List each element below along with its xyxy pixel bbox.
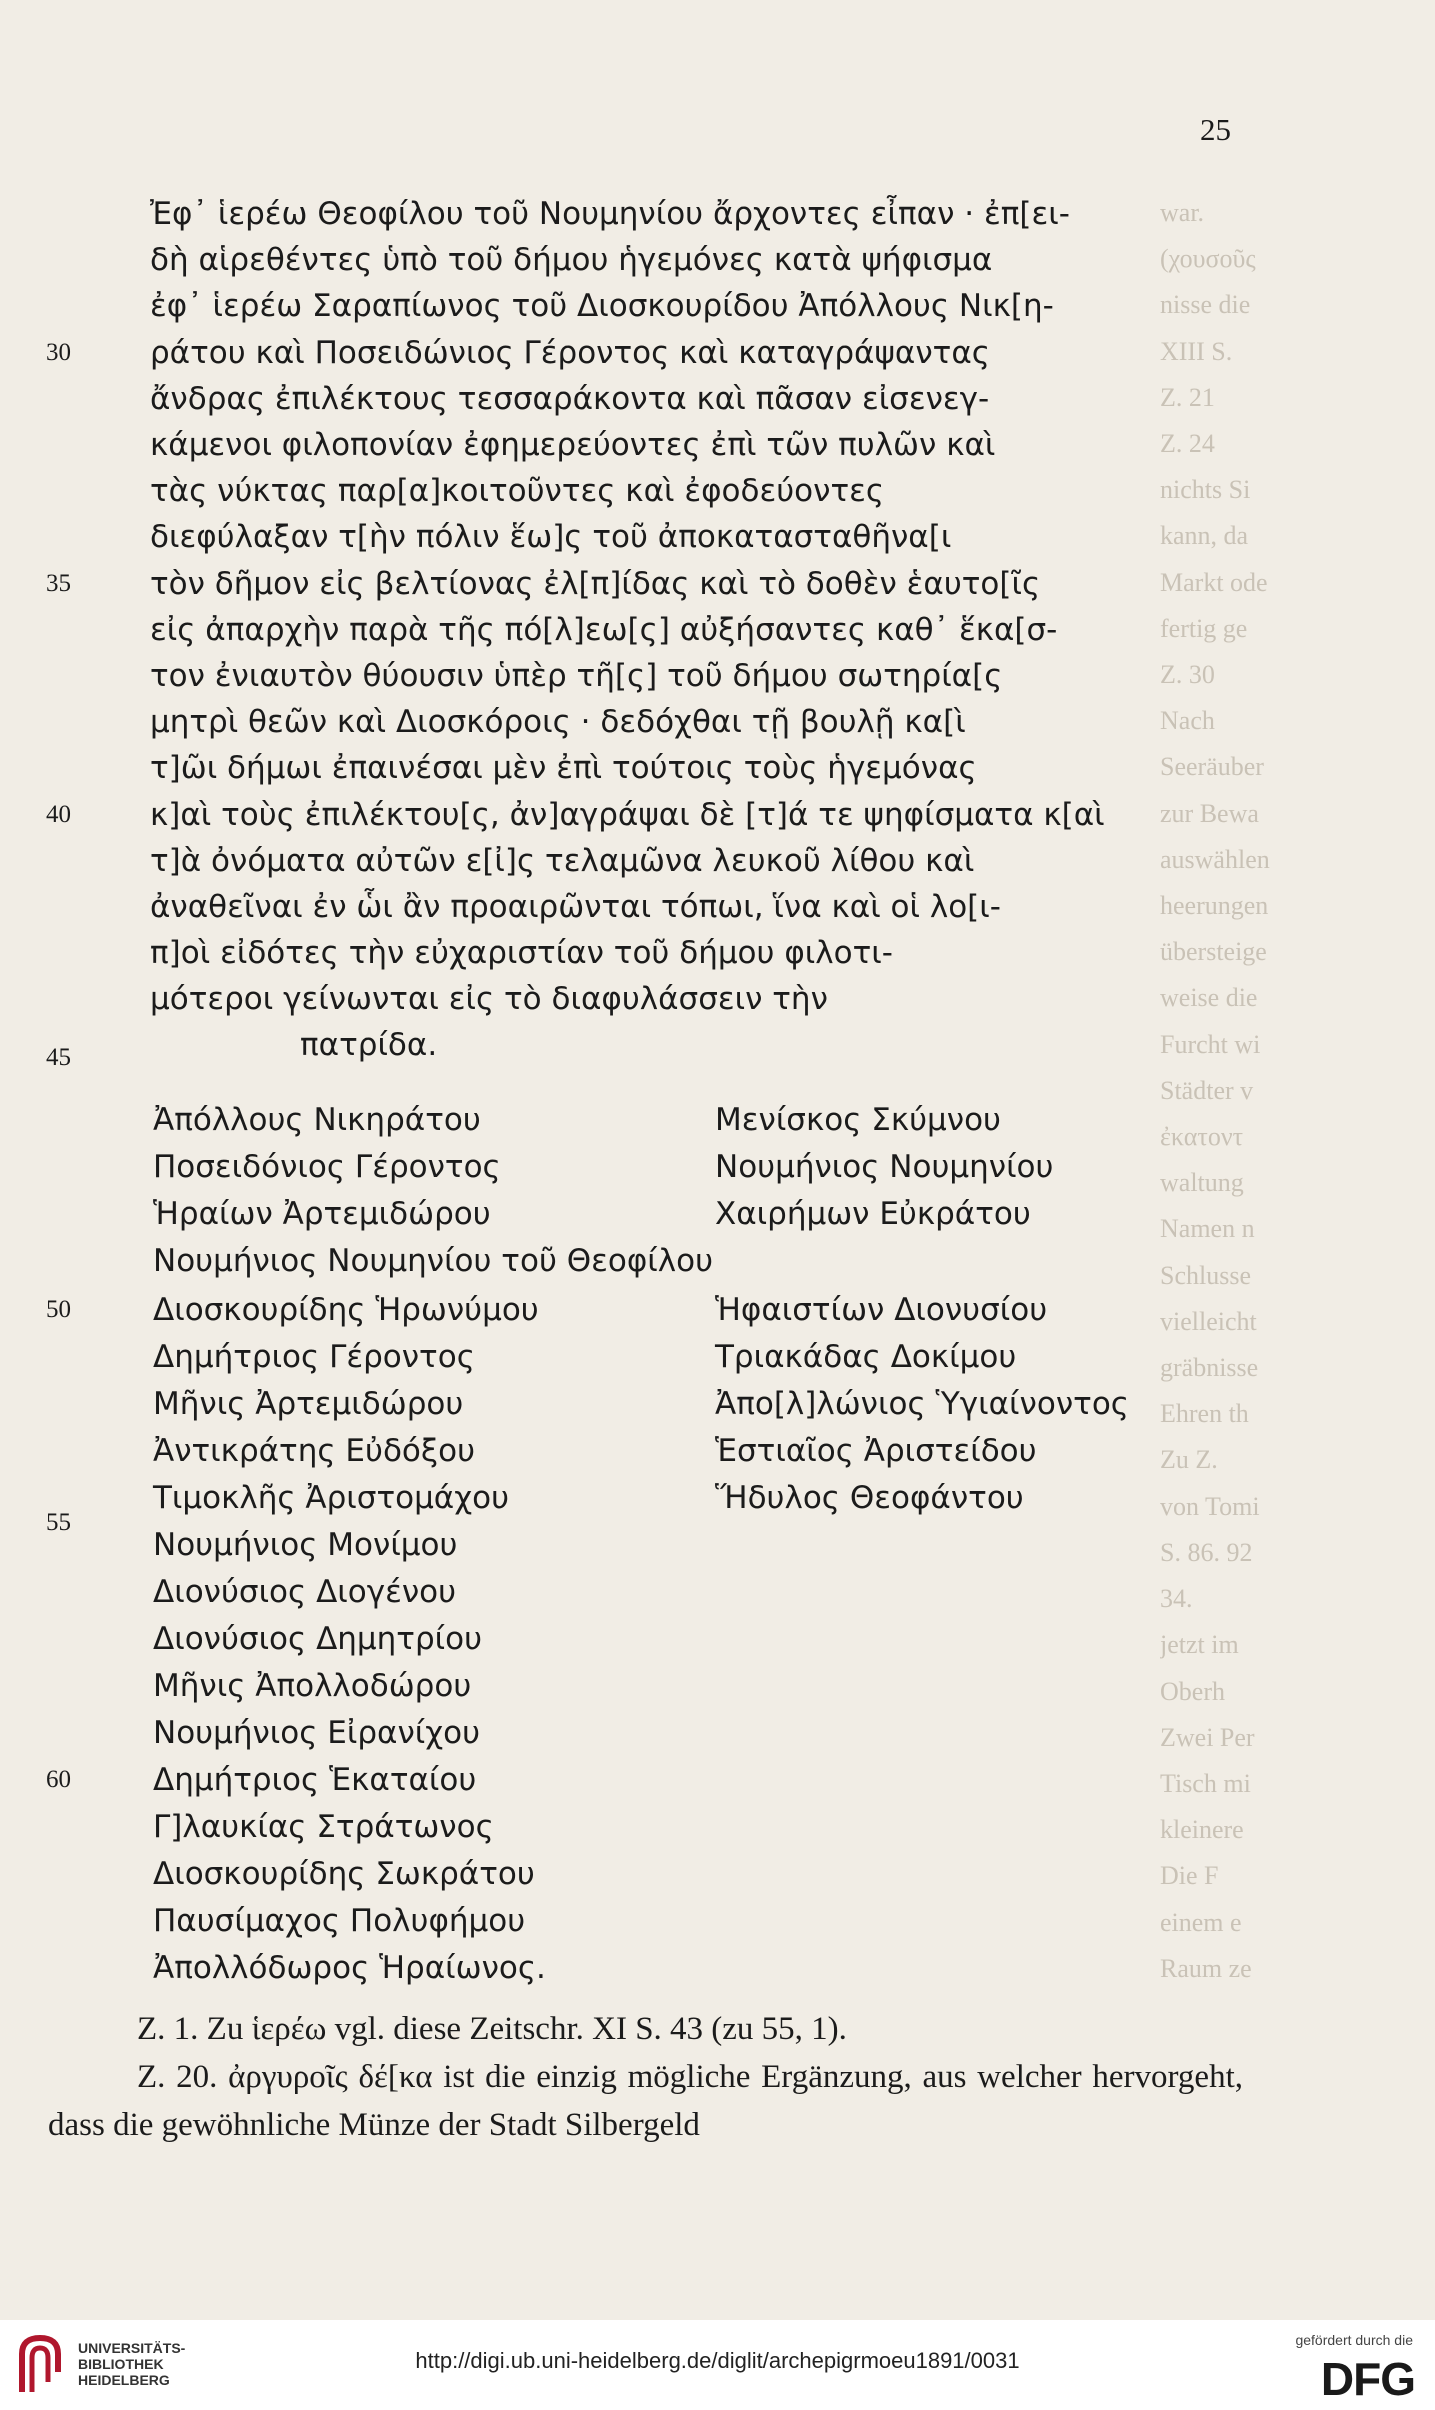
name-entry: Ἀπο[λ]λώνιος Ὑγιαίνοντος [715, 1386, 1129, 1422]
name-entry: Ἑστιαῖος Ἀριστείδου [715, 1433, 1037, 1469]
inscription-line: τ]ὰ ὀνόματα αὐτῶν ε[ἰ]ς τελαμῶνα λευκοῦ λίθου καὶ [150, 843, 975, 879]
show-through-line: Raum ze [1160, 1953, 1252, 1983]
name-entry: Μενίσκος Σκύμνου [715, 1102, 1001, 1138]
show-through-line: Furcht wi [1160, 1029, 1261, 1059]
show-through-line: kleinere [1160, 1815, 1244, 1845]
inscription-line: ράτου καὶ Ποσειδώνιος Γέροντος καὶ καταγράψαντας [150, 335, 990, 371]
show-through-line: Zu Z. [1160, 1445, 1218, 1475]
name-entry: Μῆνις Ἀπολλοδώρου [153, 1668, 472, 1704]
show-through-line: Die F [1160, 1861, 1219, 1891]
show-through-line: ἐκατοντ [1160, 1122, 1244, 1152]
name-entry: Νουμήνιος Μονίμου [153, 1527, 458, 1563]
dfg-caption: gefördert durch die [1295, 2332, 1413, 2348]
footer-bar [0, 2320, 1435, 2410]
inscription-line: τον ἐνιαυτὸν θύουσιν ὑπὲρ τῆ[ς] τοῦ δήμου σωτηρία[ς [150, 658, 1003, 694]
line-number: 40 [46, 801, 71, 828]
name-entry: Διοσκουρίδης Ἡρωνύμου [153, 1292, 539, 1328]
name-entry: Ἀπολλόδωρος Ἡραίωνος. [153, 1950, 546, 1986]
inscription-line: κ]αὶ τοὺς ἐπιλέκτου[ς, ἀν]αγράψαι δὲ [τ]ά τε ψηφίσματα κ[αὶ [150, 797, 1105, 833]
commentary-paragraph: Z. 20. ἀργυροῖς δέ[κα ist die einzig mögliche Ergänzung, aus welcher hervorgeht, dass die gewöhnliche Münze der Stadt Silbergeld [48, 2059, 1243, 2143]
inscription-line: Ἐφ᾽ ἱερέω Θεοφίλου τοῦ Νουμηνίου ἄρχοντες εἶπαν · ἐπ[ει- [150, 196, 1070, 232]
name-entry: Διονύσιος Διογένου [153, 1574, 457, 1610]
name-entry: Μῆνις Ἀρτεμιδώρου [153, 1386, 464, 1422]
show-through-line: waltung [1160, 1168, 1244, 1198]
inscription-line: ἀναθεῖναι ἐν ὧι ἂν προαιρῶνται τόπωι, ἵνα καὶ οἱ λο[ι- [150, 889, 1001, 925]
show-through-line: 34. [1160, 1584, 1193, 1614]
show-through-line: Zwei Per [1160, 1722, 1255, 1752]
inscription-line: κάμενοι φιλοπονίαν ἐφημερεύοντες ἐπὶ τῶν πυλῶν καὶ [150, 427, 996, 463]
name-entry: Ἀντικράτης Εὐδόξου [153, 1433, 476, 1469]
line-number: 55 [46, 1509, 71, 1536]
name-entry: Νουμήνιος Νουμηνίου τοῦ Θεοφίλου [153, 1243, 714, 1279]
inscription-line: τὸν δῆμον εἰς βελτίονας ἐλ[π]ίδας καὶ τὸ δοθὲν ἑαυτο[ῖς [150, 566, 1041, 602]
show-through-line: Schlusse [1160, 1260, 1251, 1290]
inscription-line: πατρίδα. [300, 1027, 438, 1063]
line-number: 45 [46, 1044, 71, 1071]
inscription-line: ἄνδρας ἐπιλέκτους τεσσαράκοντα καὶ πᾶσαν εἰσενεγ- [150, 381, 990, 417]
show-through-line: Z. 30 [1160, 660, 1215, 690]
show-through-line: jetzt im [1160, 1630, 1239, 1660]
name-entry: Νουμήνιος Νουμηνίου [715, 1149, 1054, 1185]
show-through-line: gräbnisse [1160, 1353, 1259, 1383]
line-number: 30 [46, 339, 71, 366]
show-through-line: war. [1160, 198, 1205, 227]
university-name: UNIVERSITÄTS- BIBLIOTHEK HEIDELBERG [78, 2340, 186, 2388]
name-entry: Νουμήνιος Εἰρανίχου [153, 1715, 481, 1751]
show-through-line: (χουσοῦς [1160, 244, 1256, 274]
commentary [48, 2005, 1243, 2149]
show-through-line: Nach [1160, 706, 1215, 736]
inscription-line: εἰς ἀπαρχὴν παρὰ τῆς πό[λ]εω[ς] αὐξήσαντες καθ᾽ ἕκα[σ- [150, 612, 1058, 648]
show-through-line: zur Bewa [1160, 798, 1259, 828]
show-through-line: Z. 21 [1160, 382, 1215, 412]
show-through-line: einem e [1160, 1907, 1242, 1937]
show-through-line: Namen n [1160, 1214, 1255, 1244]
name-entry: Ἡφαιστίων Διονυσίου [715, 1292, 1048, 1328]
name-entry: Δημήτριος Ἑκαταίου [153, 1762, 477, 1798]
show-through-line: heerungen [1160, 891, 1269, 921]
inscription-line: διεφύλαξαν τ[ὴν πόλιν ἕω]ς τοῦ ἀποκατασταθῆνα[ι [150, 519, 952, 555]
name-entry: Ἀπόλλους Νικηράτου [153, 1102, 481, 1138]
show-through-line: übersteige [1160, 937, 1267, 967]
line-number: 60 [46, 1766, 71, 1793]
show-through-text [1160, 190, 1300, 1992]
inscription-line: τὰς νύκτας παρ[α]κοιτοῦντες καὶ ἐφοδεύοντες [150, 473, 885, 509]
name-entry: Δημήτριος Γέροντος [153, 1339, 475, 1375]
show-through-line: vielleicht [1160, 1306, 1257, 1336]
show-through-line: kann, da [1160, 521, 1249, 551]
show-through-line: fertig ge [1160, 613, 1248, 643]
name-entry: Παυσίμαχος Πολυφήμου [153, 1903, 526, 1939]
name-entry: Χαιρήμων Εὐκράτου [715, 1196, 1031, 1232]
show-through-line: weise die [1160, 983, 1258, 1013]
show-through-line: von Tomi [1160, 1491, 1260, 1521]
show-through-line: Tisch mi [1160, 1768, 1251, 1798]
inscription-line: ἐφ᾽ ἱερέω Σαραπίωνος τοῦ Διοσκουρίδου Ἀπόλλους Νικ[η- [150, 288, 1054, 324]
show-through-line: S. 86. 92 [1160, 1537, 1253, 1567]
name-entry: Ποσειδόνιος Γέροντος [153, 1149, 501, 1185]
name-entry: Διοσκουρίδης Σωκράτου [153, 1856, 535, 1892]
inscription-line: μητρὶ θεῶν καὶ Διοσκόροις · δεδόχθαι τῇ βουλῇ κα[ὶ [150, 704, 966, 740]
source-url[interactable]: http://digi.ub.uni-heidelberg.de/diglit/archepigrmoeu1891/0031 [415, 2348, 1020, 2373]
page-number: 25 [1200, 112, 1231, 147]
show-through-line: Markt ode [1160, 567, 1268, 597]
inscription-line: π]οὶ εἰδότες τὴν εὐχαριστίαν τοῦ δήμου φιλοτι- [150, 935, 893, 971]
line-number: 50 [46, 1296, 71, 1323]
name-entry: Τριακάδας Δοκίμου [715, 1339, 1017, 1375]
inscription-line: μότεροι γείνωνται εἰς τὸ διαφυλάσσειν τὴν [150, 981, 828, 1017]
name-entry: Γ]λαυκίας Στράτωνος [153, 1809, 494, 1845]
commentary-paragraph: Z. 1. Zu ἱερέω vgl. diese Zeitschr. XI S. 43 (zu 55, 1). [137, 2011, 847, 2047]
show-through-line: XIII S. [1160, 336, 1233, 366]
dfg-logo: DFG [1320, 2353, 1415, 2405]
show-through-line: nichts Si [1160, 475, 1251, 505]
show-through-line: Städter v [1160, 1075, 1254, 1105]
name-entry: Διονύσιος Δημητρίου [153, 1621, 483, 1657]
show-through-line: auswählen [1160, 844, 1270, 874]
show-through-line: Seeräuber [1160, 752, 1264, 782]
line-number: 35 [46, 570, 71, 597]
show-through-line: nisse die [1160, 290, 1251, 320]
inscription-line: δὴ αἱρεθέντες ὑπὸ τοῦ δήμου ἡγεμόνες κατὰ ψήφισμα [150, 242, 993, 278]
name-entry: Τιμοκλῆς Ἀριστομάχου [153, 1480, 510, 1516]
inscription-line: τ]ῶι δήμωι ἐπαινέσαι μὲν ἐπὶ τούτοις τοὺς ἡγεμόνας [150, 750, 977, 786]
show-through-line: Oberh [1160, 1676, 1225, 1706]
show-through-line: Ehren th [1160, 1399, 1249, 1429]
name-entry: Ἡραίων Ἀρτεμιδώρου [153, 1196, 491, 1232]
name-entry: Ἥδυλος Θεοφάντου [715, 1480, 1024, 1516]
show-through-line: Z. 24 [1160, 429, 1215, 459]
